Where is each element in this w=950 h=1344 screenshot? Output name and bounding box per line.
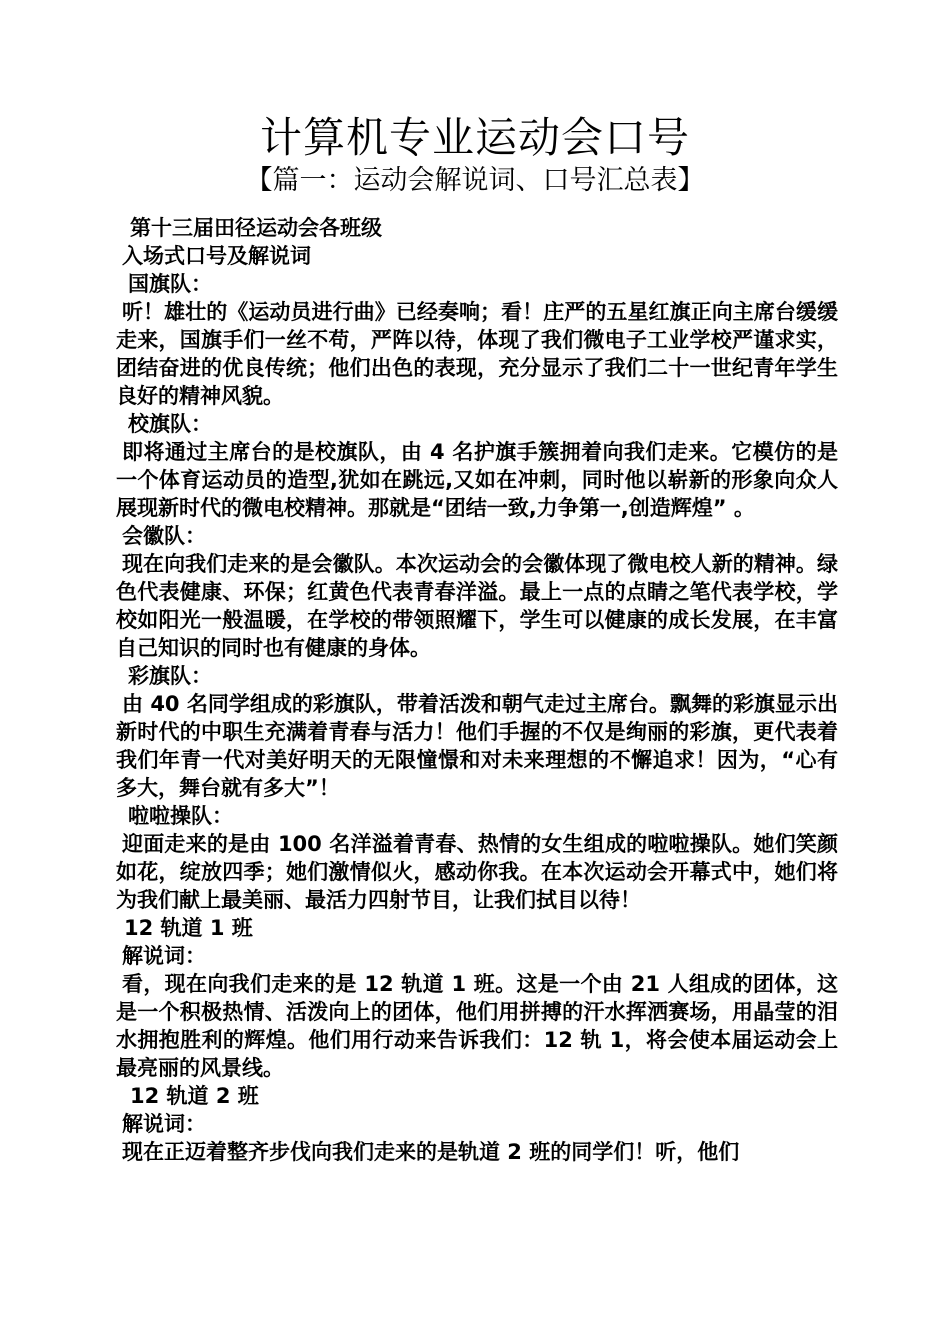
group-label-color-flag: 彩旗队： — [128, 664, 212, 688]
section-heading: 第十三届田径运动会各班级 — [130, 216, 382, 240]
paragraph-track-1: 看，现在向我们走来的是 12 轨道 1 班。这是一个由 21 人组成的团体，这是一个积极热情、活泼向上的团体，他们用拼搏的汗水挥洒赛场，用晶莹的泪水拥抱胜利的辉煌。他们用行动来告诉我们：12 轨 1，将会使本届运动会上最亮丽的风景线。 — [116, 972, 838, 1080]
section-subheading: 入场式口号及解说词 — [122, 244, 311, 268]
commentary-label: 解说词： — [122, 944, 206, 968]
group-label-emblem: 会徽队： — [122, 524, 206, 548]
commentary-label: 解说词： — [122, 1112, 206, 1136]
group-label-cheerleading: 啦啦操队： — [128, 804, 233, 828]
group-label-national-flag: 国旗队： — [128, 272, 212, 296]
paragraph-color-flag: 由 40 名同学组成的彩旗队，带着活泼和朝气走过主席台。飘舞的彩旗显示出新时代的中职生充满着青春与活力！他们手握的不仅是绚丽的彩旗，更代表着我们年青一代对美好明天的无限憧憬和对未来理想的不懈追求！因为，“心有多大，舞台就有多大”！ — [116, 692, 838, 800]
class-label-track-1: 12 轨道 1 班 — [124, 916, 253, 940]
group-label-school-flag: 校旗队： — [128, 412, 212, 436]
class-label-track-2: 12 轨道 2 班 — [130, 1084, 259, 1108]
paragraph-emblem: 现在向我们走来的是会徽队。本次运动会的会徽体现了微电校人新的精神。绿色代表健康、环保；红黄色代表青春洋溢。最上一点的点睛之笔代表学校，学校如阳光一般温暖，在学校的带领照耀下，学生可以健康的成长发展，在丰富自己知识的同时也有健康的身体。 — [116, 552, 838, 660]
paragraph-national-flag: 听！雄壮的《运动员进行曲》已经奏响；看！庄严的五星红旗正向主席台缓缓走来，国旗手们一丝不苟，严阵以待，体现了我们微电子工业学校严谨求实，团结奋进的优良传统；他们出色的表现，充分显示了我们二十一世纪青年学生良好的精神风貌。 — [116, 300, 838, 408]
paragraph-cheerleading: 迎面走来的是由 100 名洋溢着青春、热情的女生组成的啦啦操队。她们笑颜如花，绽放四季；她们激情似火，感动你我。在本次运动会开幕式中，她们将为我们献上最美丽、最活力四射节目，让我们拭目以待！ — [116, 832, 838, 912]
paragraph-track-2: 现在正迈着整齐步伐向我们走来的是轨道 2 班的同学们！听，他们 — [122, 1140, 740, 1164]
document-subtitle: 【篇一：运动会解说词、口号汇总表】 — [245, 165, 705, 196]
document-body — [116, 214, 838, 1166]
paragraph-school-flag: 即将通过主席台的是校旗队，由 4 名护旗手簇拥着向我们走来。它模仿的是一个体育运动员的造型,犹如在跳远,又如在冲刺，同时他以崭新的形象向众人展现新时代的微电校精神。那就是“团结一致,力争第一,创造辉煌” 。 — [116, 440, 838, 520]
document-title: 计算机专业运动会口号 — [259, 113, 690, 162]
